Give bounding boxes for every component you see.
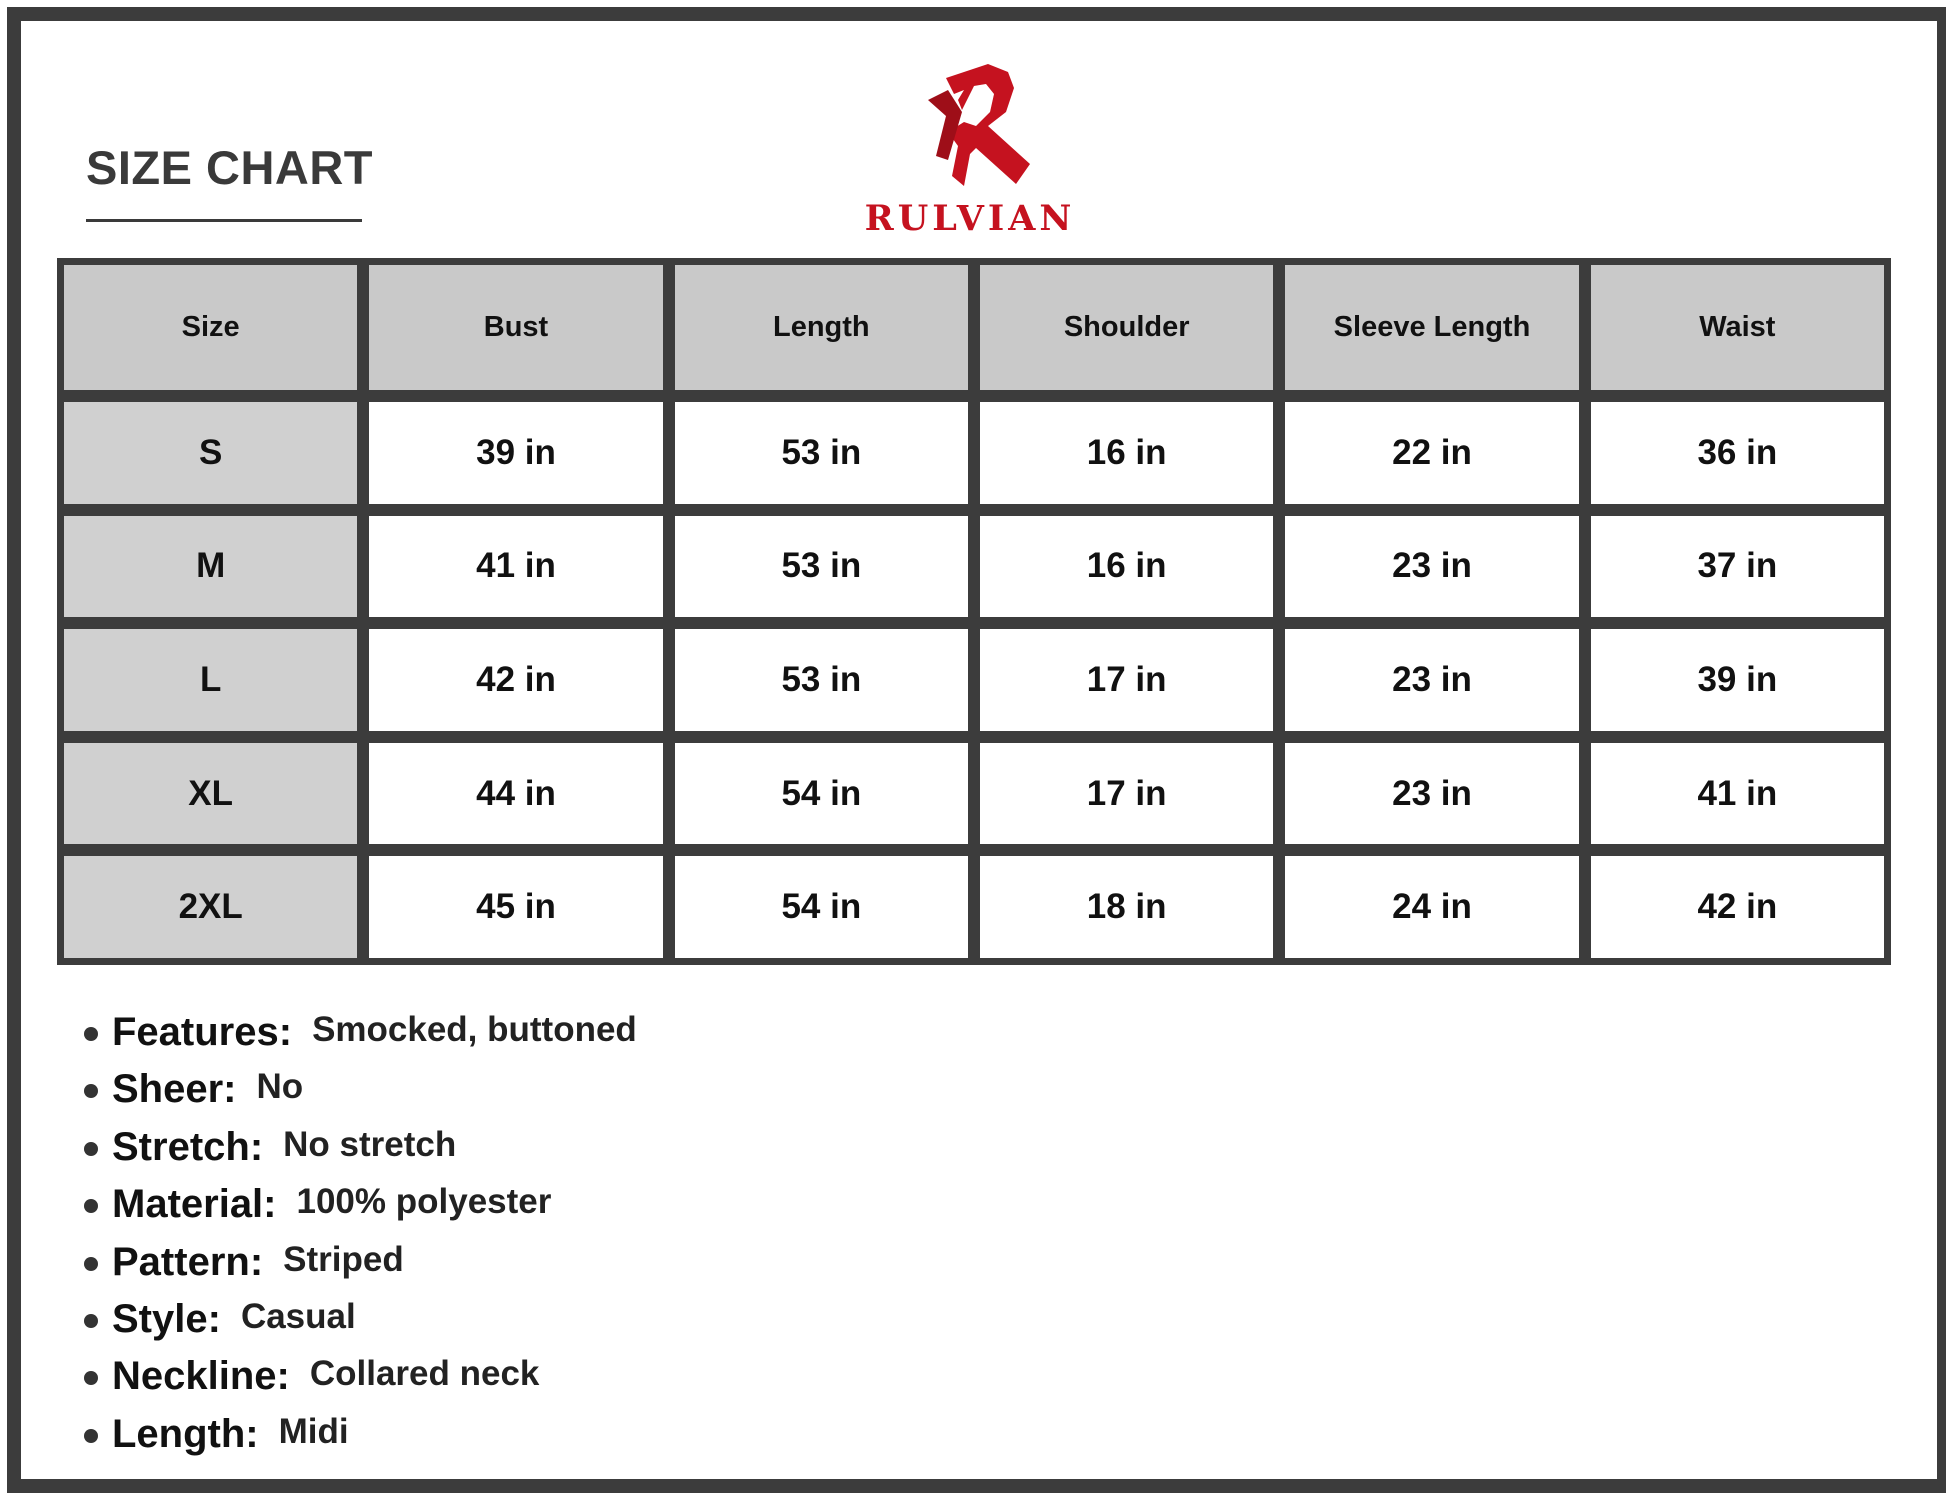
measurement-cell: 18 in — [980, 856, 1273, 958]
feature-label: Length: — [112, 1411, 259, 1456]
feature-value: 100% polyester — [296, 1182, 552, 1222]
bullet-icon — [84, 1429, 98, 1443]
measurement-cell: 54 in — [675, 856, 968, 958]
size-label-cell: 2XL — [64, 856, 357, 958]
size-label-cell: XL — [64, 743, 357, 845]
measurement-cell: 54 in — [675, 743, 968, 845]
measurement-cell: 44 in — [369, 743, 662, 845]
measurement-cell: 41 in — [1591, 743, 1884, 845]
feature-label: Style: — [112, 1296, 221, 1341]
feature-item — [84, 1125, 637, 1182]
measurement-cell: 17 in — [980, 629, 1273, 731]
feature-item — [84, 1354, 637, 1411]
measurement-cell: 45 in — [369, 856, 662, 958]
brand-name: RULVIAN — [864, 198, 1076, 239]
feature-item — [84, 1067, 637, 1124]
stylized-r-logo-icon — [918, 60, 1040, 190]
feature-label: Material: — [112, 1182, 277, 1227]
size-table — [57, 258, 1891, 965]
size-label-cell: S — [64, 402, 357, 504]
bullet-icon — [84, 1371, 98, 1385]
feature-value: Casual — [240, 1296, 356, 1336]
feature-value: Striped — [283, 1239, 404, 1279]
measurement-cell: 42 in — [369, 629, 662, 731]
bullet-icon — [84, 1027, 98, 1041]
measurement-cell: 23 in — [1285, 629, 1578, 731]
feature-item — [84, 1240, 637, 1297]
measurement-cell: 16 in — [980, 402, 1273, 504]
bullet-icon — [84, 1084, 98, 1098]
feature-value: Collared neck — [309, 1354, 540, 1394]
feature-value: No stretch — [283, 1124, 457, 1164]
bullet-icon — [84, 1142, 98, 1156]
measurement-cell: 39 in — [1591, 629, 1884, 731]
column-header: Bust — [369, 265, 662, 390]
title-underline — [86, 219, 362, 222]
measurement-cell: 37 in — [1591, 516, 1884, 618]
feature-label: Neckline: — [112, 1354, 290, 1399]
bullet-icon — [84, 1257, 98, 1271]
feature-value: Smocked, buttoned — [312, 1010, 637, 1049]
measurement-cell: 16 in — [980, 516, 1273, 618]
measurement-cell: 39 in — [369, 402, 662, 504]
measurement-cell: 42 in — [1591, 856, 1884, 958]
bullet-icon — [84, 1314, 98, 1328]
measurement-cell: 24 in — [1285, 856, 1578, 958]
measurement-cell: 36 in — [1591, 402, 1884, 504]
brand-logo — [840, 60, 1100, 240]
feature-label: Pattern: — [112, 1239, 264, 1284]
feature-label: Stretch: — [112, 1124, 264, 1169]
feature-item — [84, 1412, 637, 1469]
column-header: Size — [64, 265, 357, 390]
column-header: Length — [675, 265, 968, 390]
feature-item — [84, 1297, 637, 1354]
measurement-cell: 23 in — [1285, 516, 1578, 618]
measurement-cell: 53 in — [675, 516, 968, 618]
feature-label: Sheer: — [112, 1067, 237, 1112]
feature-label: Features: — [112, 1010, 293, 1054]
measurement-cell: 23 in — [1285, 743, 1578, 845]
page-title: SIZE CHART — [86, 141, 373, 194]
column-header: Sleeve Length — [1285, 265, 1578, 390]
measurement-cell: 22 in — [1285, 402, 1578, 504]
feature-item — [84, 1010, 637, 1067]
feature-value: Midi — [278, 1411, 349, 1451]
column-header: Waist — [1591, 265, 1884, 390]
size-label-cell: M — [64, 516, 357, 618]
feature-list — [84, 1010, 637, 1469]
measurement-cell: 41 in — [369, 516, 662, 618]
measurement-cell: 53 in — [675, 402, 968, 504]
feature-item — [84, 1182, 637, 1239]
feature-value: No — [256, 1067, 304, 1107]
measurement-cell: 53 in — [675, 629, 968, 731]
bullet-icon — [84, 1199, 98, 1213]
size-label-cell: L — [64, 629, 357, 731]
column-header: Shoulder — [980, 265, 1273, 390]
measurement-cell: 17 in — [980, 743, 1273, 845]
